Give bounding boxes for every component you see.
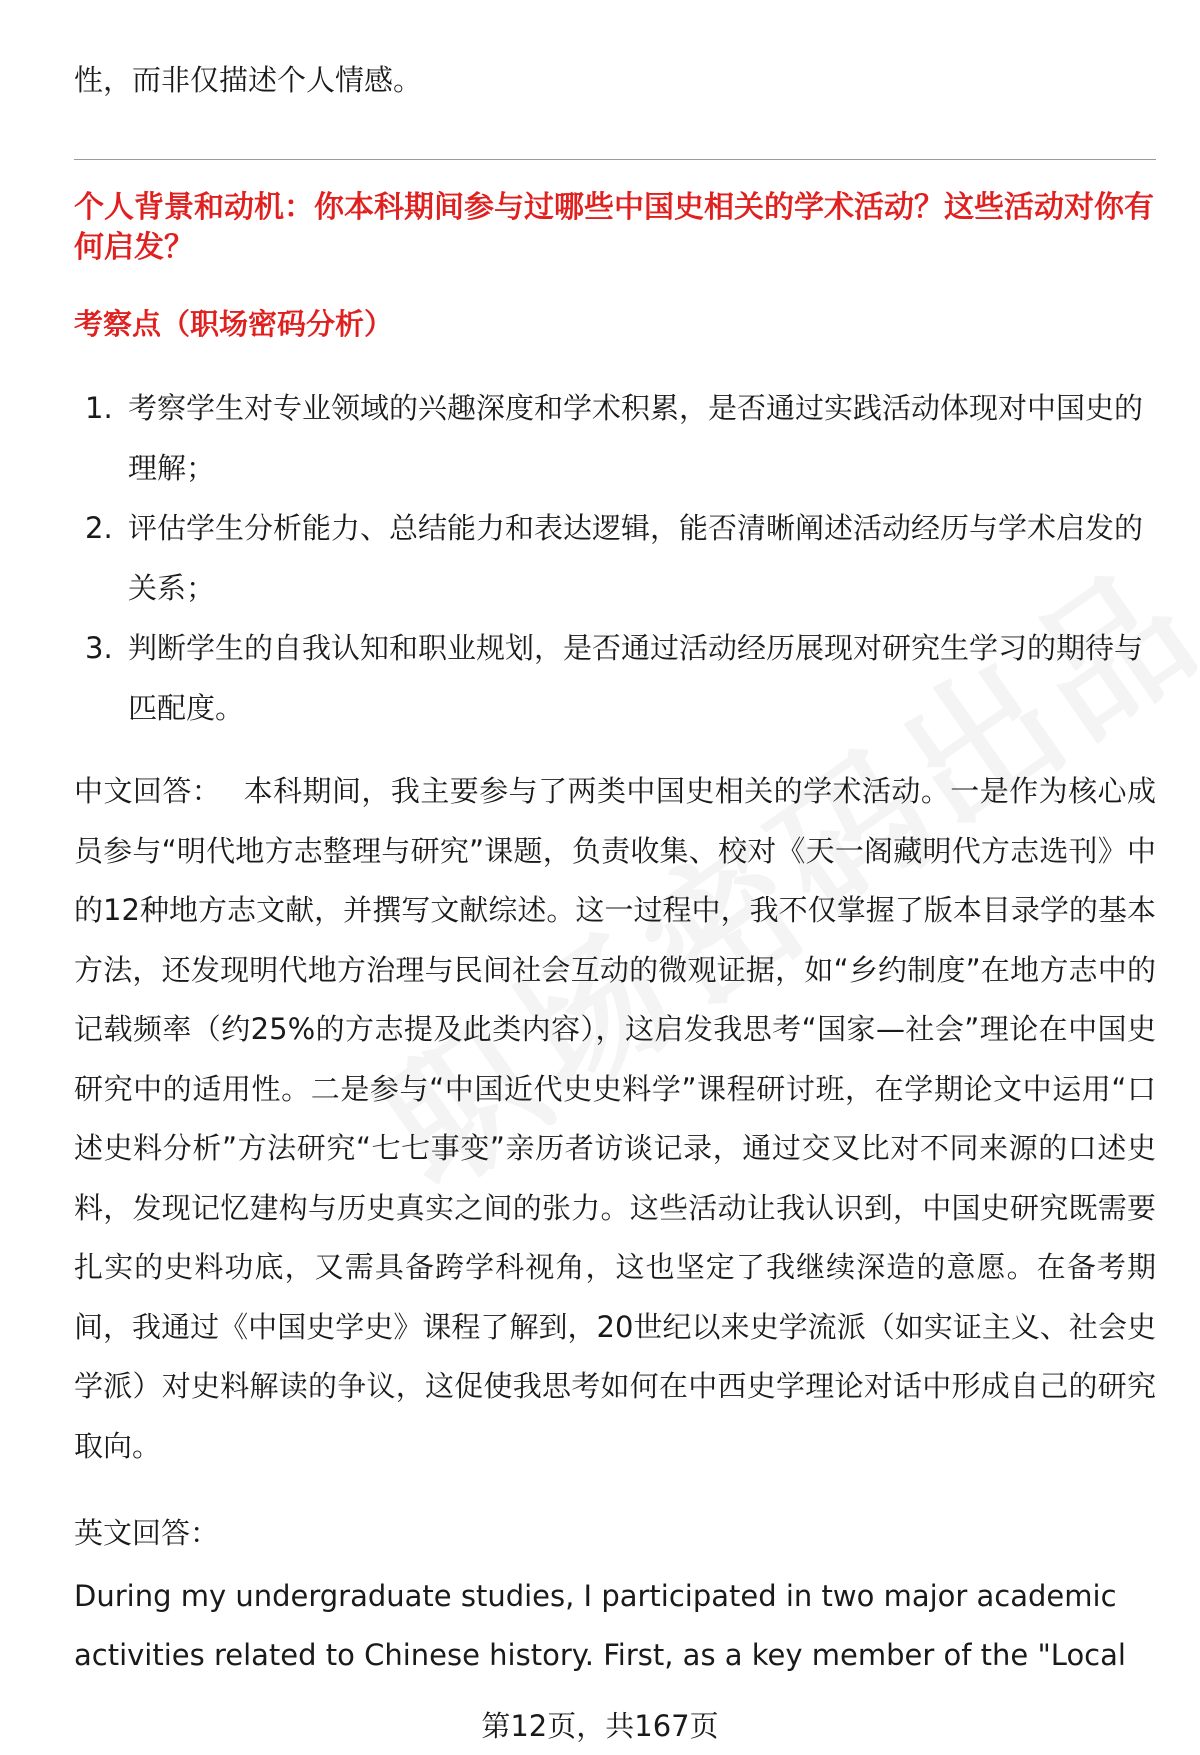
list-item-text: 判断学生的自我认知和职业规划，是否通过活动经历展现对研究生学习的期待与匹配度。 bbox=[128, 631, 1144, 725]
chinese-answer bbox=[74, 762, 1156, 1476]
list-item-number: 2. bbox=[85, 511, 113, 545]
intro-line: 性，而非仅描述个人情感。 bbox=[74, 63, 423, 97]
list-item bbox=[74, 378, 1156, 498]
focus-list bbox=[74, 378, 1156, 738]
focus-heading: 考察点（职场密码分析） bbox=[74, 307, 394, 341]
list-item bbox=[74, 498, 1156, 618]
chinese-answer-label: 中文回答： bbox=[74, 774, 222, 808]
english-answer-text: During my undergraduate studies, I participated in two major academic activities related to Chinese history. First, as a key member of the "Local bbox=[74, 1579, 1126, 1672]
english-answer-label: 英文回答： bbox=[74, 1516, 220, 1550]
page-number: 第12页，共167页 bbox=[481, 1709, 719, 1743]
list-item-text: 考察学生对专业领域的兴趣深度和学术积累，是否通过实践活动体现对中国史的理解； bbox=[128, 391, 1144, 485]
question-heading: 个人背景和动机：你本科期间参与过哪些中国史相关的学术活动？这些活动对你有何启发？ bbox=[74, 190, 1154, 265]
list-item bbox=[74, 618, 1156, 738]
list-item-number: 3. bbox=[85, 631, 113, 665]
chinese-answer-text: 本科期间，我主要参与了两类中国史相关的学术活动。一是作为核心成员参与“明代地方志整理与研究”课题，负责收集、校对《天一阁藏明代方志选刊》中的12种地方志文献，并撰写文献综述。这一过程中，我不仅掌握了版本目录学的基本方法，还发现明代地方治理与民间社会互动的微观证据，如“乡约制度”在地方志中的记载频率（约25%的方志提及此类内容），这启发我思考“国家—社会”理论在中国史研究中的适用性。二是参与“中国近代史史料学”课程研讨班，在学期论文中运用“口述史料分析”方法研究“七七事变”亲历者访谈记录，通过交叉比对不同来源的口述史料，发现记忆建构与历史真实之间的张力。这些活动让我认识到，中国史研究既需要扎实的史料功底，又需具备跨学科视角，这也坚定了我继续深造的意愿。在备考期间，我通过《中国史学史》课程了解到，20世纪以来史学流派（如实证主义、社会史学派）对史料解读的争议，这促使我思考如何在中西史学理论对话中形成自己的研究取向。 bbox=[74, 774, 1156, 1463]
list-item-text: 评估学生分析能力、总结能力和表达逻辑，能否清晰阐述活动经历与学术启发的关系； bbox=[128, 511, 1144, 605]
list-item-number: 1. bbox=[85, 391, 113, 425]
section-divider bbox=[74, 159, 1156, 160]
